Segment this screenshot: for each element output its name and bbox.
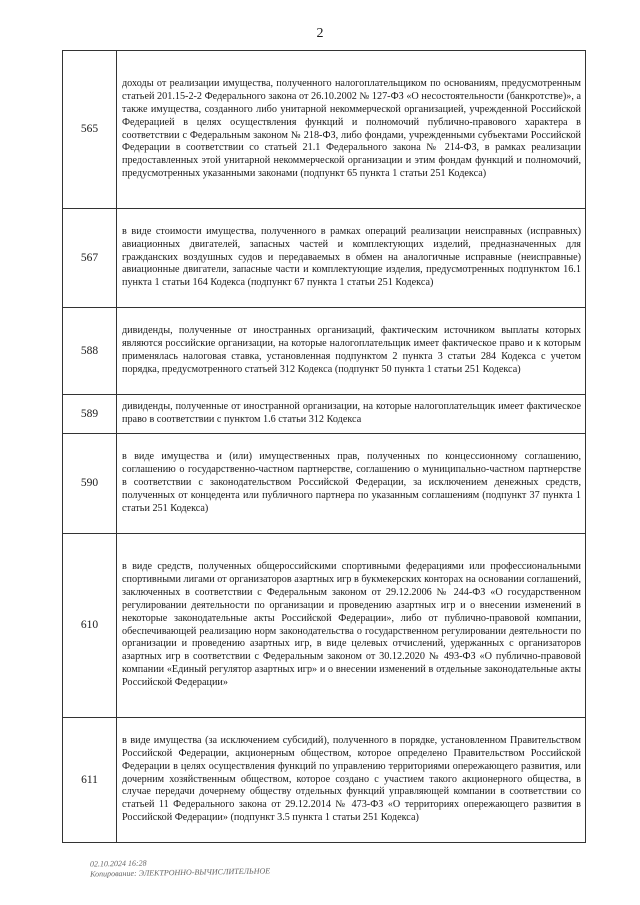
- scan-footer-stamp: [90, 856, 270, 879]
- row-description: дивиденды, полученные от иностранной организации, на которые налогоплательщик имеет фактическое право в соответствии с пунктом 1.6 статьи 312 Кодекса: [117, 395, 586, 434]
- row-description: в виде средств, полученных общероссийскими спортивными федерациями или профессиональными спортивными лигами от организаторов азартных игр в букмекерских конторах на основании соглашений, заключенных в соответствии с Федеральным законом от 29.12.2006 № 244-ФЗ «О государственном регулировании деятельности по организации и проведению азартных игр и о внесении изменений в некоторые законодательные акты Российской Федерации», либо от публично-правовой компании, обеспечивающей реализацию норм законодательства о государственном регулировании деятельности по организации и проведению азартных игр, в виде целевых отчислений, удержанных с организаторов азартных игр в соответствии с Федеральным законом от 30.12.2020 № 493-ФЗ «О публично-правовой компании «Единый регулятор азартных игр» и о внесении изменений в отдельные законодательные акты Российской Федерации»: [117, 534, 586, 718]
- row-description: доходы от реализации имущества, полученного налогоплательщиком по основаниям, предусмотренным статьей 201.15-2-2 Федерального закона от 26.10.2002 № 127-ФЗ «О несостоятельности (банкротстве)», а также имущества, созданного либо унитарной некоммерческой организацией, учрежденной Российской Федерацией в целях осуществления функций и полномочий публично-правового характера в соответствии с Федеральным законом № 218-ФЗ, либо фондами, учрежденными субъектами Российской Федерации в соответствии со статьей 21.1 Федерального закона № 214-ФЗ, в рамках реализации предоставленных этой унитарной некоммерческой организации и этим фондам функций и полномочий, предусмотренных указанными законами (подпункт 65 пункта 1 статьи 251 Кодекса): [117, 51, 586, 209]
- footer-line: Копирование: ЭЛЕКТРОННО-ВЫЧИСЛИТЕЛЬНОЕ: [90, 866, 271, 879]
- table-row: [63, 534, 586, 718]
- row-description: в виде стоимости имущества, полученного в рамках операций реализации неисправных (исправных) авиационных двигателей, запасных частей и комплектующих изделий, предназначенных для гражданских воздушных судов и передаваемых в обмен на аналогичные исправные (неисправные) авиационные двигатели, запасные части и комплектующие изделия, предусмотренных подпунктом 16.1 пункта 1 статьи 164 Кодекса (подпункт 67 пункта 1 статьи 251 Кодекса): [117, 209, 586, 308]
- income-codes-table: [62, 50, 586, 843]
- row-code: 588: [63, 308, 117, 395]
- table-row: [63, 434, 586, 534]
- row-code: 589: [63, 395, 117, 434]
- row-code: 590: [63, 434, 117, 534]
- table-row: [63, 51, 586, 209]
- row-description: дивиденды, полученные от иностранных организаций, фактическим источником выплаты которых являются российские организации, на которые налогоплательщик имеет фактическое право и к которым применялась налоговая ставка, установленная подпунктом 2 пункта 3 статьи 284 Кодекса с учетом порядка, предусмотренного статьей 312 Кодекса (подпункт 50 пункта 1 статьи 251 Кодекса): [117, 308, 586, 395]
- row-description: в виде имущества (за исключением субсидий), полученного в порядке, установленном Правительством Российской Федерации, акционерным обществом, которое определено Правительством Российской Федерации в целях осуществления функций по управлению территориями опережающего развития, или дочерним хозяйственным обществом, которое создано с участием такого акционерного общества, в случае передачи дочернему обществу отдельных функций управляющей компании в соответствии со статьей 11 Федерального закона от 29.12.2014 № 473-ФЗ «О территориях опережающего развития в Российской Федерации» (подпункт 3.5 пункта 1 статьи 251 Кодекса): [117, 718, 586, 843]
- row-code: 610: [63, 534, 117, 718]
- row-description: в виде имущества и (или) имущественных прав, полученных по концессионному соглашению, соглашению о государственно-частном партнерстве, соглашению о муниципально-частном партнерстве в соответствии с законодательством Российской Федерации, за исключением денежных средств, полученных от концедента или публичного партнера по указанным соглашениям (подпункт 37 пункта 1 статьи 251 Кодекса): [117, 434, 586, 534]
- table-row: [63, 395, 586, 434]
- row-code: 611: [63, 718, 117, 843]
- table-row: [63, 209, 586, 308]
- row-code: 567: [63, 209, 117, 308]
- row-code: 565: [63, 51, 117, 209]
- page-number: 2: [316, 26, 324, 41]
- footer-line: 02.10.2024 16:28: [89, 858, 147, 869]
- table-row: [63, 308, 586, 395]
- table-row: [63, 718, 586, 843]
